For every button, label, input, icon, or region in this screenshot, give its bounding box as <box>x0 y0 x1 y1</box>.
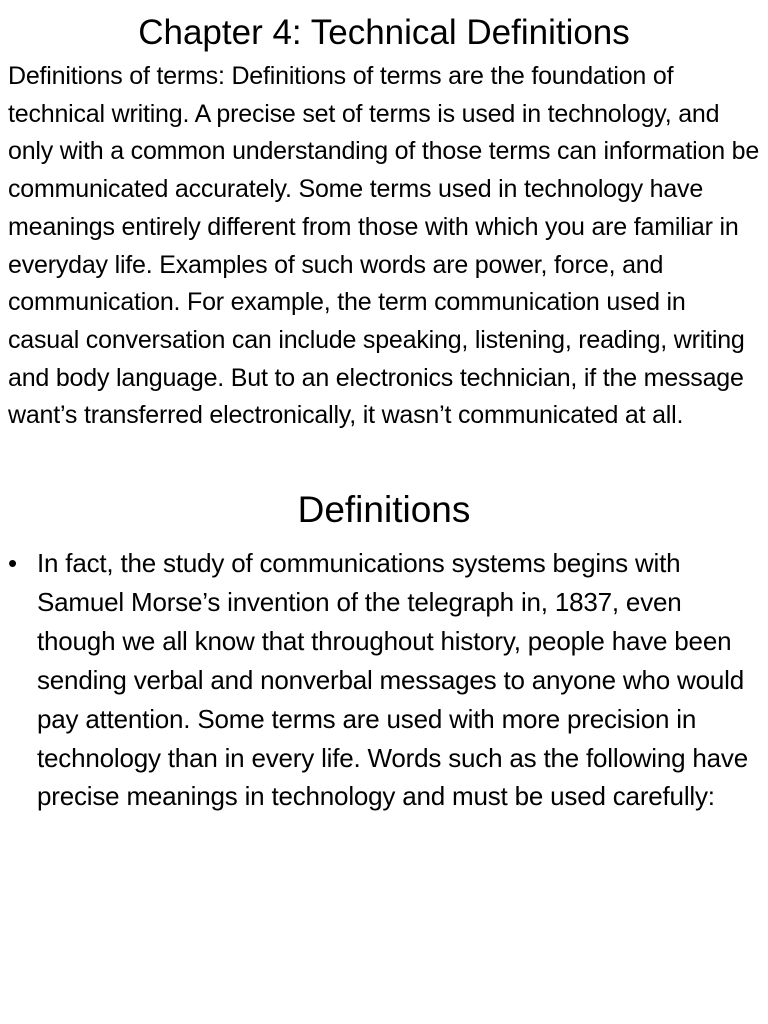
intro-paragraph: Definitions of terms: Definitions of terms are the foundation of technical writing. A precise set of terms is used in technology, and only with a common understanding of those terms can information be communicated accurately. Some terms used in technology have meanings entirely different from those with which you are familiar in everyday life. Examples of such words are power, force, and communication. For example, the term communication used in casual conversation can include speaking, listening, reading, writing and body language. But to an electronics technician, if the message want’s transferred electronically, it wasn’t communicated at all. <box>8 62 760 430</box>
chapter-title: Chapter 4: Technical Definitions <box>138 13 630 52</box>
bullet-marker: • <box>8 548 17 579</box>
bullet-text: In fact, the study of communications systems begins with Samuel Morse’s invention of the telegraph in, 1837, even though we all know that throughout history, people have been sending verbal and nonverbal messages to anyone who would pay attention. Some terms are used with more precision in technology than in every life. Words such as the following have precise meanings in technology and must be used carefully: <box>37 548 748 812</box>
section-title: Definitions <box>297 489 471 531</box>
bullet-item <box>8 544 758 816</box>
bullet-list <box>0 533 768 816</box>
